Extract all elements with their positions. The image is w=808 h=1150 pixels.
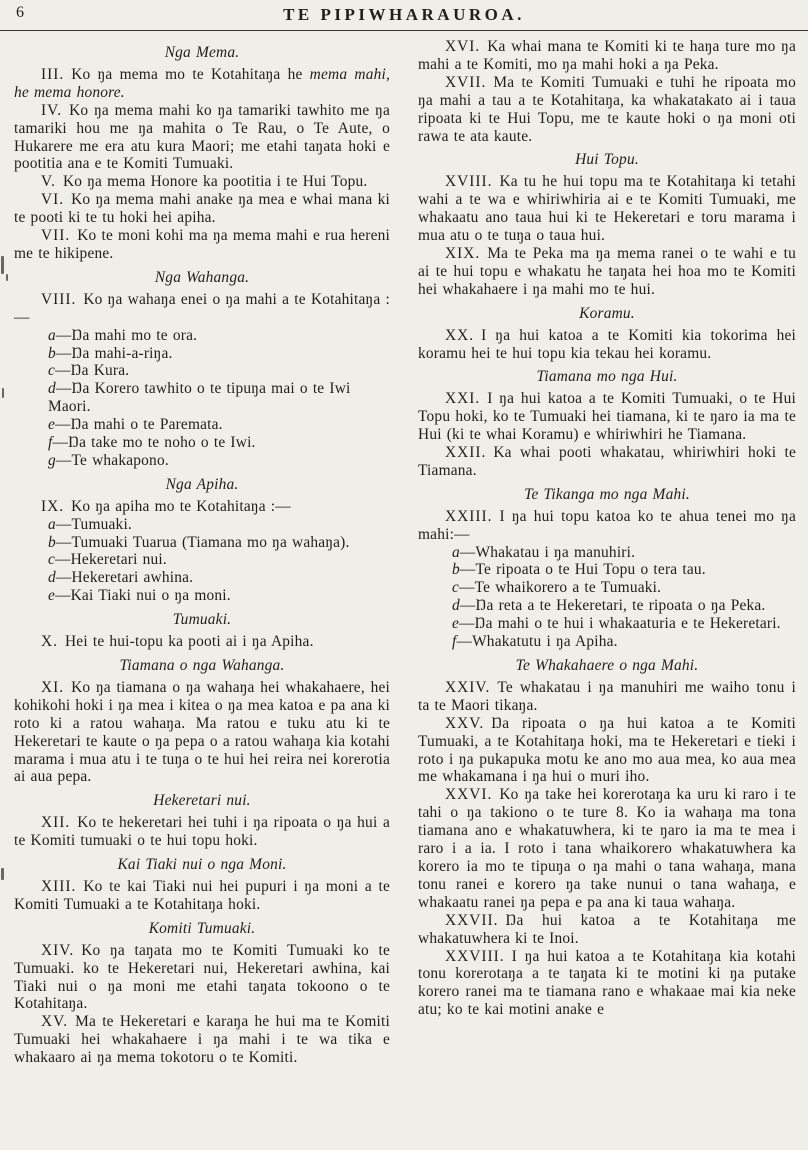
article-number: XIII. (41, 877, 77, 895)
article-paragraph (418, 173, 796, 245)
article-number: XVII. (445, 73, 487, 91)
article-number: XXVIII. (445, 947, 505, 965)
item-letter: d (48, 569, 56, 587)
section-heading: Koramu. (579, 304, 635, 322)
list-item (14, 380, 390, 416)
text-run: Ko ŋa take hei korerotaŋa ka uru ki raro i te tahi o ŋa takiono o te ture 8. Ko ia wahaŋa ma tona tiamana ano e whakatuwhera, ki te ŋaro ia ma te mea i raro i a ia. I roto i tana whaikorero whakatuwhera ka korero ia mo te tipuŋa o ŋa mahi o tana wahaŋa, mana tonu ranei e korero ŋa take nunui o tana wahaŋa, e whakaatu ranei ŋa pepa e pa ana ki taua wahaŋa. (418, 786, 796, 911)
article-number: XX. (445, 326, 475, 344)
text-run: I ŋa hui katoa a te Kotahitaŋa kia kotahi tonu korerotaŋa a te taŋata ki te motini ki ŋa putake korero ranei ma te tiamana rano e whakaae mai kia neke atu; ko te kai motini anake e (418, 947, 796, 1019)
article-number: IV. (41, 101, 63, 119)
item-text: —Ŋa mahi o te hui i whakaaturia e te Hekeretari. (459, 615, 781, 633)
article-number: XXI. (445, 390, 481, 408)
page-number: 6 (16, 4, 24, 21)
article-paragraph (14, 102, 390, 174)
list-item (14, 345, 390, 363)
text-run: I ŋa hui topu katoa ko te ahua tenei mo ŋa mahi:— (418, 507, 796, 543)
list-item (418, 544, 796, 562)
header-rule (0, 30, 808, 31)
article-paragraph (418, 715, 796, 787)
scan-artifact (2, 388, 4, 398)
article-number: XXII. (445, 444, 487, 462)
text-run: Ko ŋa taŋata mo te Komiti Tumuaki ko te Tumuaki. ko te Hekeretari nui, Hekeretari awhina, kai Tiaki nui o ŋa moni me etahi taŋata tokoono o te Kotahitaŋa. (14, 941, 390, 1013)
article-paragraph (14, 679, 390, 786)
text-run: Ŋa ripoata o ŋa hui katoa a te Komiti Tumuaki, a te Kotahitaŋa hoki, ma te Hekeretari e tieki i roto i ŋa pukapuka motu ke ano mo aua mea, ko aua mea me whakamana i ŋa hui o muri iho. (418, 714, 796, 786)
italic-run: mema mahi, he mema honore. (14, 65, 391, 101)
item-text: —Ŋa mahi mo te ora. (55, 326, 198, 344)
article-number: XXVII. (445, 911, 499, 929)
article-number: XV. (41, 1013, 69, 1031)
text-run: Ko te kai Tiaki nui hei pupuri i ŋa moni a te Komiti Tumuaki a te Kotahitaŋa hoki. (14, 877, 390, 913)
right-column (418, 38, 796, 1019)
text-run: Ko ŋa mema mo te Kotahitaŋa he (71, 65, 310, 83)
item-letter: e (452, 615, 460, 633)
article-paragraph (418, 912, 796, 948)
section-heading: Nga Apiha. (165, 475, 239, 493)
item-text: —Whakatau i ŋa manuhiri. (459, 543, 636, 561)
article-paragraph (418, 786, 796, 911)
article-number: XII. (41, 814, 71, 832)
item-text: —Te ripoata o te Hui Topu o tera tau. (459, 561, 706, 579)
text-run: Ko ŋa mema Honore ka pootitia i te Hui Topu. (62, 173, 368, 191)
text-run: Ko ŋa tiamana o ŋa wahaŋa hei whakahaere, hei kohikohi hoki i ŋa mea i kitea o ŋa mea katoa e pa ana ki roto ki a ratou wahaŋa. Ma ratou e tuku atu ki te Hekeretari te kaute o ŋa pepa o a ratou wahaŋa kia kotahi marama i mua atu i te tuŋa o te hui hei reira nei korerotia ai aua pepa. (14, 678, 390, 786)
article-number: III. (41, 65, 65, 83)
scan-artifact (1, 868, 4, 880)
list-item (14, 587, 390, 605)
article-number: VII. (41, 227, 71, 245)
list-item (418, 633, 796, 651)
list-item (14, 551, 390, 569)
section-heading: Te Whakahaere o nga Mahi. (515, 657, 699, 674)
list-item (14, 327, 390, 345)
section-heading: Hekeretari nui. (153, 792, 251, 810)
article-paragraph (14, 191, 390, 227)
article-paragraph (418, 444, 796, 480)
item-text: —Ŋa reta a te Hekeretari, te ripoata o ŋa Peka. (459, 597, 766, 615)
item-letter: a (452, 543, 460, 561)
item-letter: d (452, 597, 460, 615)
section-heading: Tumuaki. (172, 611, 232, 629)
article-number: V. (41, 173, 56, 191)
item-text: —Ŋa mahi o te Paremata. (55, 416, 223, 434)
item-letter: c (452, 579, 460, 597)
section-heading: Tiamana mo nga Hui. (536, 368, 678, 386)
text-run: Te whakatau i ŋa manuhiri me waiho tonu i ta te Maori tikaŋa. (418, 678, 796, 714)
item-text: —Tumuaki. (55, 515, 132, 533)
text-run: Ma te Peka ma ŋa mema ranei o te wahi e tu ai te hui topu e whakatu he taŋata hei hoa mo te Komiti hei whakahaere i ŋa mahi mo te hui. (418, 244, 796, 298)
section-heading: Te Tikanga mo nga Mahi. (524, 485, 690, 503)
article-number: XVIII. (445, 173, 493, 191)
article-number: XIV. (41, 941, 75, 959)
article-paragraph (418, 390, 796, 444)
article-number: IX. (41, 497, 65, 515)
text-run: Ka whai mana te Komiti ki te haŋa ture mo ŋa mahi a te Komiti, mo ŋa mahi hoki a ŋa Peka. (418, 38, 796, 73)
list-item (14, 516, 390, 534)
item-text: —Whakatutu i ŋa Apiha. (456, 633, 618, 651)
item-letter: c (48, 551, 56, 569)
article-number: XXIV. (445, 678, 491, 696)
section-heading: Kai Tiaki nui o nga Moni. (117, 856, 287, 874)
item-letter: d (48, 380, 56, 398)
masthead-title: TE PIPIWHARAUROA. (283, 5, 525, 24)
text-run: Hei te hui-topu ka pooti ai i ŋa Apiha. (64, 633, 314, 651)
item-letter: g (48, 451, 56, 469)
list-item (14, 569, 390, 587)
text-run: Ko te hekeretari hei tuhi i ŋa ripoata o ŋa hui a te Komiti tumuaki o te hui topu hoki. (14, 814, 390, 850)
item-text: —Tumuaki Tuarua (Tiamana mo ŋa wahaŋa). (55, 533, 350, 551)
scan-artifact (1, 256, 4, 274)
article-number: XXVI. (445, 786, 493, 804)
article-number: XXIII. (445, 507, 493, 525)
list-item (418, 615, 796, 633)
article-number: VIII. (41, 290, 77, 308)
item-text: —Te whaikorero a te Tumuaki. (459, 579, 662, 597)
text-run: Ma te Hekeretari e karaŋa he hui ma te Komiti Tumuaki hei whakahaere i ŋa mahi i te wa tika e whakaaro ai ŋa mema tokotoru o te Komiti. (14, 1013, 390, 1067)
item-letter: e (48, 416, 56, 434)
text-run: Ka whai pooti whakatau, whiriwhiri hoki te Tiamana. (418, 444, 796, 479)
list-item (418, 579, 796, 597)
list-item (14, 362, 390, 380)
text-run: Ma te Komiti Tumuaki e tuhi he ripoata mo ŋa mahi a tau a te Kotahitaŋa, ka whakatakato ai i taua ripoata ki te Hui Topu, me te kaute hoki o ŋa moni oti rawa te ata kaute. (418, 73, 796, 145)
article-paragraph (418, 948, 796, 1020)
left-column (14, 38, 390, 1067)
article-paragraph (418, 245, 796, 299)
article-paragraph (418, 74, 796, 146)
item-letter: a (48, 515, 56, 533)
text-run: Ko ŋa apiha mo te Kotahitaŋa :— (71, 497, 291, 515)
item-letter: c (48, 362, 56, 380)
article-paragraph (14, 942, 390, 1014)
text-run: I ŋa hui katoa a te Komiti kia tokorima hei koramu hei te hui topu kia tekau hei koramu. (418, 326, 796, 362)
article-paragraph (14, 633, 390, 651)
text-run: I ŋa hui katoa a te Komiti Tumuaki, o te Hui Topu hoki, ko te Tumuaki hei tiamana, ki te ŋaro ia ma te Hui (ki te whai Koramu) e whiriwhiri he Tiamana. (418, 390, 796, 444)
section-heading: Komiti Tumuaki. (148, 919, 256, 937)
item-letter: b (48, 344, 56, 362)
article-number: XIX. (445, 244, 481, 262)
article-paragraph (418, 38, 796, 74)
text-run: Ko ŋa mema mahi anake ŋa mea e whai mana ki te pooti ki te tu hoki hei apiha. (14, 191, 390, 227)
item-text: —Kai Tiaki nui o ŋa moni. (55, 587, 231, 605)
item-letter: b (452, 561, 460, 579)
article-paragraph (418, 508, 796, 544)
article-paragraph (14, 878, 390, 914)
article-paragraph (14, 498, 390, 516)
list-item (14, 416, 390, 434)
text-run: Ko ŋa wahaŋa enei o ŋa mahi a te Kotahitaŋa :— (14, 290, 390, 326)
section-heading: Tiamana o nga Wahanga. (119, 657, 285, 674)
article-paragraph (14, 173, 390, 191)
item-letter: a (48, 326, 56, 344)
article-number: XXV. (445, 714, 485, 732)
article-paragraph (14, 1013, 390, 1067)
article-paragraph (14, 291, 390, 327)
article-paragraph (418, 679, 796, 715)
item-letter: b (48, 533, 56, 551)
item-letter: f (452, 633, 457, 651)
list-item (418, 561, 796, 579)
article-paragraph (418, 327, 796, 363)
text-run: Ko te moni kohi ma ŋa mema mahi e rua hereni me te hikipene. (14, 227, 390, 262)
text-run: Ko ŋa mema mahi ko ŋa tamariki tawhito me ŋa tamariki hou me ŋa mahita o Te Rau, o Te Aute, o Hukarere me era atu kura Maori; me etahi taŋata hoki e pootitia ana e te Komiti Tumuaki. (14, 101, 390, 173)
item-text: —Hekeretari nui. (55, 551, 167, 569)
section-heading: Hui Topu. (575, 151, 639, 169)
article-number: XVI. (445, 38, 481, 55)
text-run: Ka tu he hui topu ma te Kotahitaŋa ki tetahi wahi a te wa e whiriwhiria ai e te Komiti Tumuaki, me whakaatu ano taua hui ki te Hekeretari e toru marama i mua atu o te tuŋa o taua hui. (418, 173, 796, 245)
item-letter: e (48, 587, 56, 605)
item-text: —Ŋa Korero tawhito o te tipuŋa mai o te Iwi Maori. (48, 380, 351, 416)
list-item (418, 597, 796, 615)
article-paragraph (14, 227, 390, 263)
item-text: —Hekeretari awhina. (55, 569, 194, 587)
article-number: X. (41, 633, 58, 651)
text-run: Ŋa hui katoa a te Kotahitaŋa me whakatuwhera ki te Inoi. (418, 911, 796, 947)
item-text: —Ŋa Kura. (55, 362, 130, 380)
article-paragraph (14, 66, 390, 102)
item-text: —Ŋa mahi-a-riŋa. (55, 344, 173, 362)
article-number: XI. (41, 678, 65, 696)
article-number: VI. (41, 191, 65, 209)
list-item (14, 434, 390, 452)
list-item (14, 452, 390, 470)
scan-artifact (6, 274, 8, 281)
list-item (14, 534, 390, 552)
section-heading: Nga Mema. (164, 44, 240, 61)
article-paragraph (14, 814, 390, 850)
item-text: —Te whakapono. (55, 451, 169, 469)
section-heading: Nga Wahanga. (154, 268, 250, 286)
item-letter: f (48, 434, 53, 452)
item-text: —Ŋa take mo te noho o te Iwi. (52, 434, 256, 452)
